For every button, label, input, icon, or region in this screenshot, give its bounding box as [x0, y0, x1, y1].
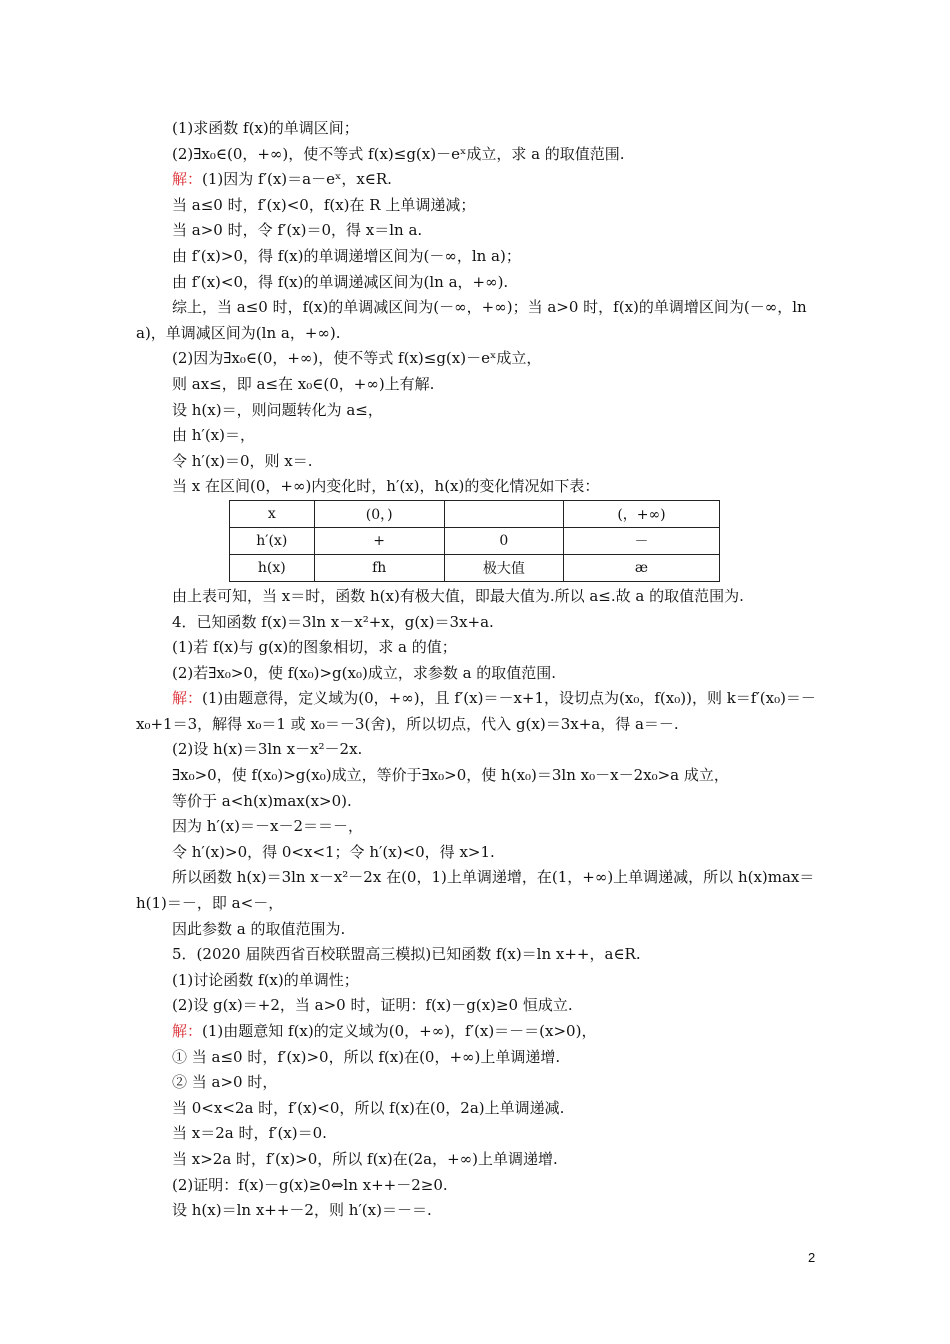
- table-cell: 0: [444, 528, 563, 555]
- table-row: [230, 555, 720, 582]
- solution-paragraph: 解：(1)由题意得，定义域为(0，+∞)，且 f′(x)＝－x+1，设切点为(x₀，f(x₀))，则 k＝f′(x₀)＝－x₀+1＝3，解得 x₀＝1 或 x₀＝－3(舍)，所以切点，代入 g(x)＝3x+a，得 a＝－.: [136, 689, 816, 733]
- table-cell: +: [314, 528, 444, 555]
- text-line: ∃x₀>0，使 f(x₀)>g(x₀)成立，等价于∃x₀>0，使 h(x₀)＝3ln x₀－x－2x₀>a 成立，: [172, 766, 729, 785]
- problem-5-title: 5．(2020 届陕西省百校联盟高三模拟)已知函数 f(x)＝ln x++，a∈R.: [172, 945, 641, 964]
- text-line: 等价于 a<h(x)max(x>0).: [172, 791, 352, 810]
- table-cell: －: [563, 528, 719, 555]
- text-line: 令 h′(x)＝0，则 x＝.: [172, 451, 313, 470]
- text-line: ② 当 a>0 时，: [172, 1073, 278, 1092]
- text-line: (1)求函数 f(x)的单调区间；: [172, 119, 359, 137]
- table-cell: [444, 501, 563, 528]
- table-cell: h(x): [230, 555, 315, 582]
- text-line: 由 h′(x)＝，: [172, 426, 255, 445]
- solution-label: 解：: [172, 170, 203, 189]
- text-line: (2)设 h(x)＝3ln x－x²－2x.: [172, 740, 363, 759]
- variation-table: [229, 500, 720, 582]
- solution-line: 解：(1)因为 f′(x)＝a－eˣ，x∈R.: [172, 170, 392, 189]
- solution-line: 解：(1)由题意知 f(x)的定义域为(0，+∞)，f′(x)＝－＝(x>0)，: [172, 1022, 597, 1040]
- text-line: ① 当 a≤0 时，f′(x)>0，所以 f(x)在(0，+∞)上单调递增.: [172, 1047, 561, 1066]
- text-line: 当 x＝2a 时，f′(x)＝0.: [172, 1124, 327, 1143]
- table-cell: (0，): [314, 501, 444, 528]
- table-row: [230, 501, 720, 528]
- text-line: (1)讨论函数 f(x)的单调性；: [172, 970, 359, 989]
- text-line: 因此参数 a 的取值范围为.: [172, 919, 346, 938]
- text-line: 令 h′(x)>0，得 0<x<1；令 h′(x)<0，得 x>1.: [172, 842, 495, 861]
- table-cell: h′(x): [230, 528, 315, 555]
- table-cell: fh: [314, 555, 444, 582]
- text-line: 因为 h′(x)＝－x－2＝＝－，: [172, 817, 364, 836]
- table-cell: (，+∞): [563, 501, 719, 528]
- text-line: 设 h(x)＝，则问题转化为 a≤，: [172, 400, 383, 419]
- text-paragraph: 所以函数 h(x)＝3ln x－x²－2x 在(0，1)上单调递增，在(1，+∞)上单调递减，所以 h(x)max＝h(1)＝－，即 a<－，: [136, 868, 815, 913]
- table-row: [230, 528, 720, 555]
- page-body: [136, 116, 816, 1224]
- text-line: 则 ax≤，即 a≤在 x₀∈(0，+∞)上有解.: [172, 374, 435, 393]
- text-line: 由 f′(x)<0，得 f(x)的单调递减区间为(ln a，+∞).: [172, 272, 509, 291]
- table-cell: 极大值: [444, 555, 563, 582]
- text-line: 当 0<x<2a 时，f′(x)<0，所以 f(x)在(0，2a)上单调递减.: [172, 1098, 565, 1117]
- text-line: (2)若∃x₀>0，使 f(x₀)>g(x₀)成立，求参数 a 的取值范围.: [172, 663, 557, 682]
- problem-4-title: 4．已知函数 f(x)＝3ln x－x²+x，g(x)＝3x+a.: [172, 612, 494, 631]
- page-number: 2: [808, 1250, 816, 1265]
- text-line: 由上表可知，当 x＝时，函数 h(x)有极大值，即最大值为.所以 a≤.故 a 的取值范围为.: [172, 586, 744, 605]
- text-paragraph: 综上，当 a≤0 时，f(x)的单调减区间为(－∞，+∞)；当 a>0 时，f(x)的单调增区间为(－∞，ln a)，单调减区间为(ln a，+∞).: [136, 298, 807, 342]
- text-line: 由 f′(x)>0，得 f(x)的单调递增区间为(－∞，ln a)；: [172, 246, 521, 265]
- text-line: 当 x 在区间(0，+∞)内变化时，h′(x)，h(x)的变化情况如下表：: [172, 477, 600, 496]
- text-line: 当 a≤0 时，f′(x)<0，f(x)在 R 上单调递减；: [172, 195, 476, 214]
- solution-label: 解：: [172, 689, 203, 708]
- solution-label: 解：: [172, 1022, 203, 1040]
- table-cell: x: [230, 501, 315, 528]
- text-line: 当 x>2a 时，f′(x)>0，所以 f(x)在(2a，+∞)上单调递增.: [172, 1149, 558, 1168]
- text-line: (2)设 g(x)＝+2，当 a>0 时，证明：f(x)－g(x)≥0 恒成立.: [172, 996, 573, 1015]
- text-line: (2)∃x₀∈(0，+∞)，使不等式 f(x)≤g(x)－eˣ成立，求 a 的取值范围.: [172, 144, 625, 163]
- text-line: 当 a>0 时，令 f′(x)＝0，得 x＝ln a.: [172, 221, 423, 240]
- text-line: (2)因为∃x₀∈(0，+∞)，使不等式 f(x)≤g(x)－eˣ成立，: [172, 349, 542, 368]
- table-cell: æ: [563, 555, 719, 582]
- text-line: 设 h(x)＝ln x++－2，则 h′(x)＝－＝.: [172, 1201, 432, 1220]
- text-line: (2)证明：f(x)－g(x)≥0⇔ln x++－2≥0.: [172, 1175, 448, 1194]
- text-line: (1)若 f(x)与 g(x)的图象相切，求 a 的值；: [172, 638, 457, 657]
